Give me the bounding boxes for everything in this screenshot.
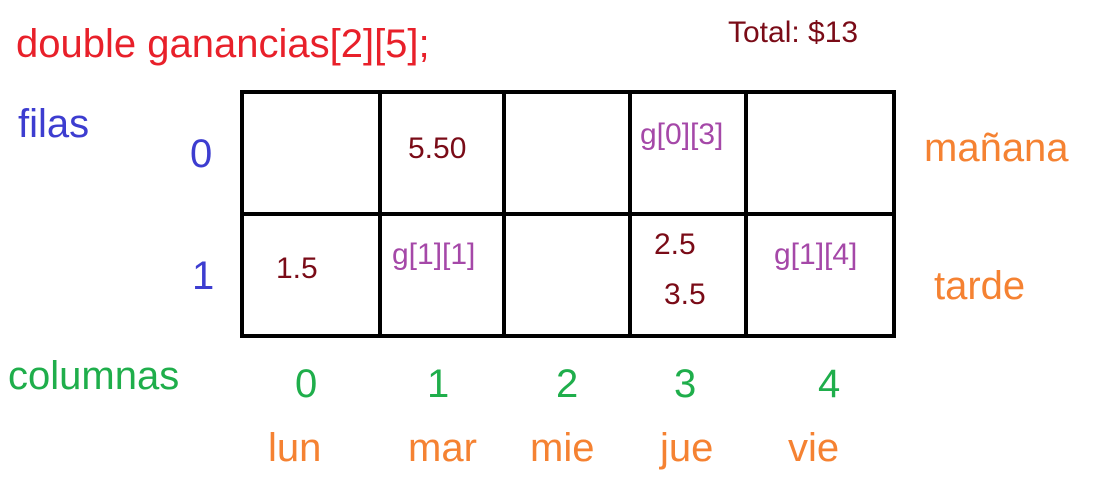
cell-r1-c3-value-2: 3.5 <box>664 278 706 311</box>
rows-label: filas <box>18 102 90 146</box>
column-index-2: 2 <box>556 362 579 406</box>
cell-r1-c3-value-1: 2.5 <box>654 228 696 261</box>
column-index-1: 1 <box>427 362 450 406</box>
total-label: Total: $13 <box>728 16 859 49</box>
cell-r1-c0: 1.5 <box>276 252 318 285</box>
day-vie: vie <box>788 426 840 470</box>
row-period-afternoon: tarde <box>934 264 1026 308</box>
day-jue: jue <box>660 426 714 470</box>
day-mie: mie <box>530 426 595 470</box>
array-grid <box>240 90 896 338</box>
cell-r0-c3: g[0][3] <box>640 118 724 151</box>
column-index-3: 3 <box>674 362 697 406</box>
day-mar: mar <box>408 426 477 470</box>
column-index-4: 4 <box>818 362 841 406</box>
array-declaration: double ganancias[2][5]; <box>16 22 430 66</box>
row-period-morning: mañana <box>924 126 1069 170</box>
grid-row-divider <box>244 212 892 216</box>
cell-r0-c1: 5.50 <box>408 132 467 165</box>
row-index-1: 1 <box>192 254 215 298</box>
day-lun: lun <box>268 426 322 470</box>
cell-r1-c1: g[1][1] <box>392 238 476 271</box>
cell-r1-c4: g[1][4] <box>774 238 858 271</box>
row-index-0: 0 <box>190 132 213 176</box>
columns-label: columnas <box>8 354 180 398</box>
column-index-0: 0 <box>295 362 318 406</box>
